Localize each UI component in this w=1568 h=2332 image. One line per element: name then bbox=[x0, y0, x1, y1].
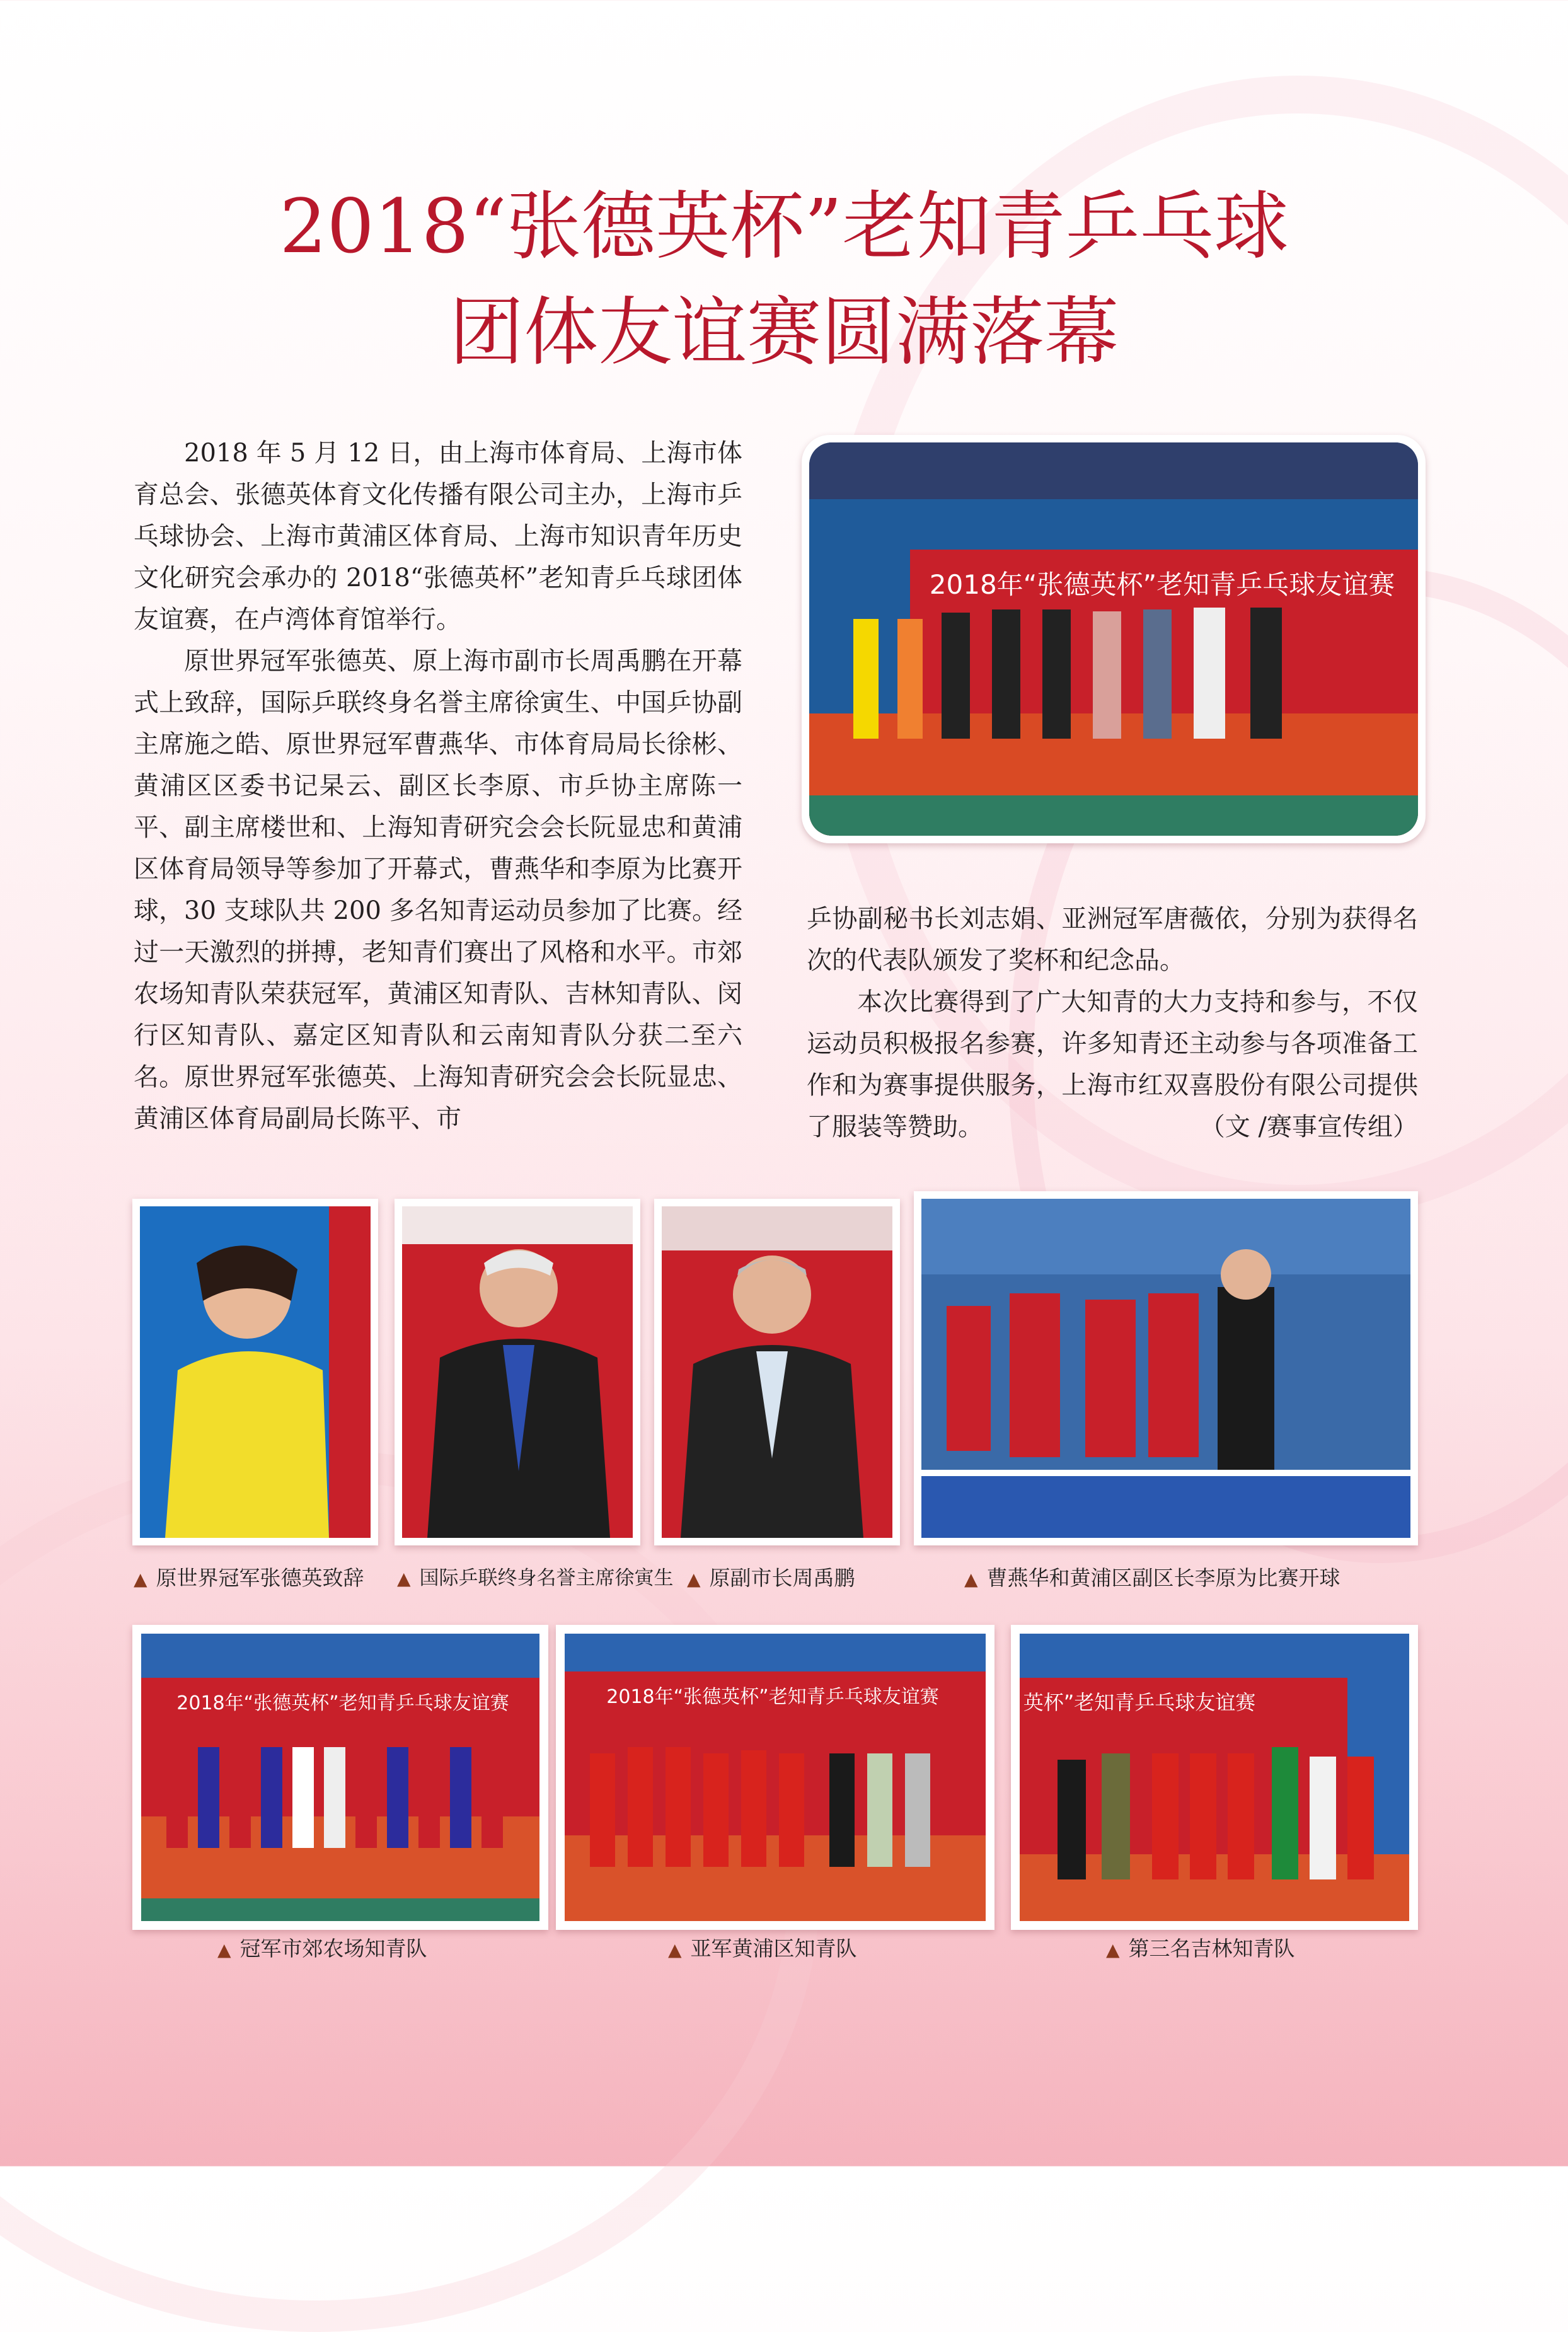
photo-third-place-team bbox=[1020, 1634, 1409, 1921]
photo-champion-team bbox=[141, 1634, 539, 1921]
caption-text: 冠军市郊农场知青队 bbox=[239, 1936, 427, 1961]
body-paragraph bbox=[807, 981, 1418, 1148]
caption-text: 国际乒联终身名誉主席徐寅生 bbox=[419, 1567, 674, 1590]
body-paragraph: 2018 年 5 月 12 日，由上海市体育局、上海市体育总会、张德英体育文化传播有限公司主办，上海市乒乓球协会、上海市黄浦区体育局、上海市知识青年历史文化研究会承办的 2018“张德英杯”老知青乒乓球团体友谊赛，在卢湾体育馆举行。 bbox=[134, 439, 742, 634]
photo-caption bbox=[134, 1562, 364, 1591]
caption-text: 曹燕华和黄浦区副区长李原为比赛开球 bbox=[986, 1566, 1340, 1590]
triangle-marker-icon: ▲ bbox=[687, 1569, 701, 1590]
photo-caption bbox=[217, 1932, 427, 1962]
third-place-banner-text: 英杯”老知青乒乓球友谊赛 bbox=[1023, 1690, 1256, 1714]
caption-text: 原副市长周禹鹏 bbox=[709, 1566, 855, 1590]
body-left-column bbox=[134, 432, 742, 1140]
main-photo-opening-ceremony bbox=[809, 442, 1418, 836]
triangle-marker-icon: ▲ bbox=[217, 1939, 231, 1960]
champion-banner-text: 2018年“张德英杯”老知青乒乓球友谊赛 bbox=[176, 1692, 509, 1714]
photo-caption bbox=[687, 1562, 855, 1591]
runner-up-banner-text: 2018年“张德英杯”老知青乒乓球友谊赛 bbox=[606, 1686, 939, 1708]
body-paragraph: 乒协副秘书长刘志娟、亚洲冠军唐薇依，分别为获得名次的代表队颁发了奖杯和纪念品。 bbox=[807, 904, 1418, 975]
article-credit: （文 /赛事宣传组） bbox=[1199, 1112, 1418, 1141]
photo-runner-up-team bbox=[565, 1634, 986, 1921]
main-photo-banner-text: 2018年“张德英杯”老知青乒乓球友谊赛 bbox=[929, 569, 1395, 600]
photo-opening-serve bbox=[921, 1199, 1410, 1538]
triangle-marker-icon: ▲ bbox=[1106, 1939, 1120, 1960]
photo-zhang-deying-speech bbox=[140, 1206, 371, 1538]
body-paragraph-text: 本次比赛得到了广大知青的大力支持和参与，不仅运动员积极报名参赛，许多知青还主动参与各项准备工作和为赛事提供服务，上海市红双喜股份有限公司提供了服装等赞助。 bbox=[807, 988, 1418, 1141]
triangle-marker-icon: ▲ bbox=[397, 1568, 411, 1589]
body-right-column bbox=[807, 898, 1418, 1148]
body-paragraph: 原世界冠军张德英、原上海市副市长周禹鹏在开幕式上致辞，国际乒联终身名誉主席徐寅生、中国乒协副主席施之皓、原世界冠军曹燕华、市体育局局长徐彬、黄浦区区委书记杲云、副区长李原、市乒协主席陈一平、副主席楼世和、上海知青研究会会长阮显忠和黄浦区体育局领导等参加了开幕式，曹燕华和李原为比赛开球，30 支球队共 200 多名知青运动员参加了比赛。经过一天激烈的拼搏，老知青们赛出了风格和水平。市郊农场知青队荣获冠军，黄浦区知青队、吉林知青队、闵行区知青队、嘉定区知青队和云南知青队分获二至六名。原世界冠军张德英、上海知青研究会会长阮显忠、黄浦区体育局副局长陈平、市 bbox=[134, 647, 742, 1133]
article-title-line-1: 2018“张德英杯”老知青乒乓球 bbox=[279, 183, 1289, 270]
photo-xu-yinsheng bbox=[402, 1206, 633, 1538]
caption-text: 亚军黄浦区知青队 bbox=[690, 1936, 857, 1961]
triangle-marker-icon: ▲ bbox=[668, 1939, 682, 1960]
caption-text: 原世界冠军张德英致辞 bbox=[156, 1566, 364, 1590]
triangle-marker-icon: ▲ bbox=[964, 1569, 978, 1590]
photo-caption bbox=[1106, 1932, 1295, 1962]
photo-caption bbox=[668, 1932, 857, 1962]
caption-text: 第三名吉林知青队 bbox=[1128, 1936, 1295, 1961]
photo-caption bbox=[397, 1562, 674, 1590]
photo-zhou-yupeng bbox=[662, 1206, 892, 1538]
triangle-marker-icon: ▲ bbox=[134, 1569, 147, 1590]
article-title-line-2: 团体友谊赛圆满落幕 bbox=[449, 289, 1119, 376]
photo-caption bbox=[964, 1562, 1340, 1591]
